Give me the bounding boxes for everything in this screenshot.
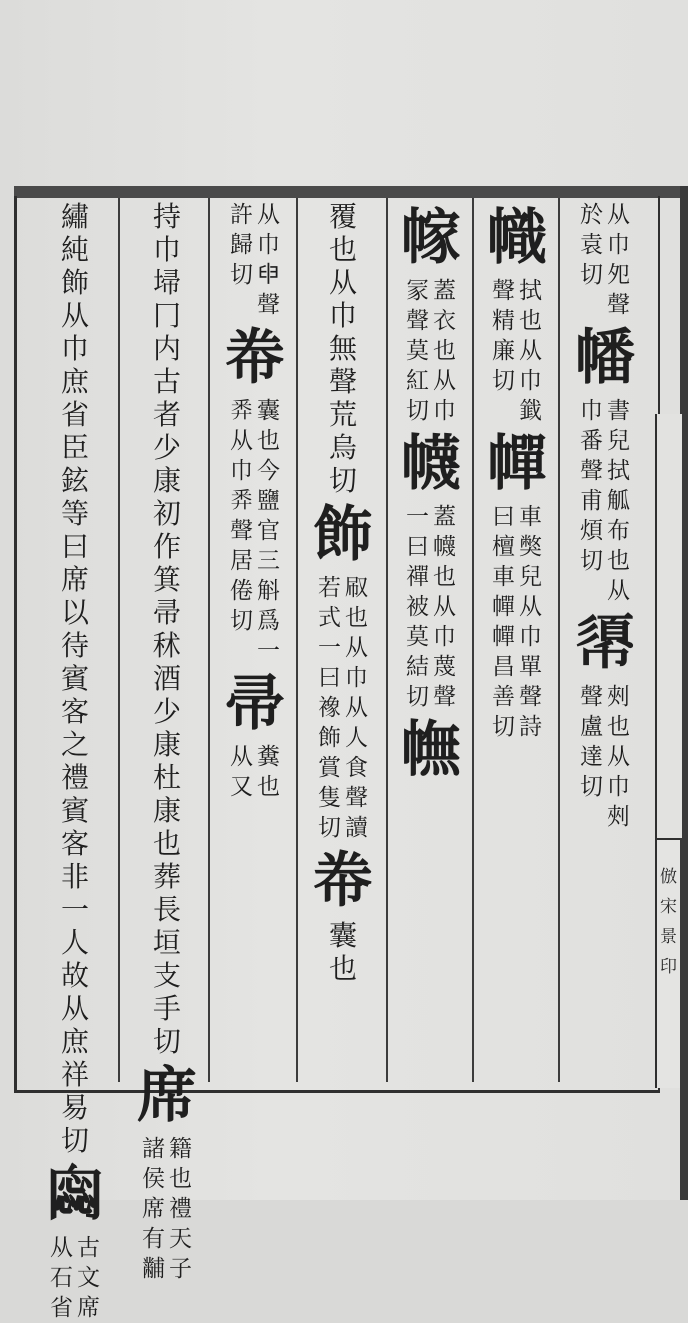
gloss-line	[519, 502, 542, 742]
text-char: 酒	[152, 662, 181, 695]
gloss-char: 今	[257, 458, 280, 484]
gloss-char: 倦	[230, 578, 253, 604]
gloss-char: 古	[77, 1235, 100, 1261]
gloss-annotation	[406, 276, 456, 426]
text-char: 秫	[152, 629, 181, 662]
gloss-char: 獘	[519, 534, 542, 560]
gloss-char: 盧	[580, 714, 603, 740]
gloss-line	[433, 502, 456, 712]
text-char: 易	[60, 1091, 89, 1124]
gloss-char: 文	[77, 1265, 100, 1291]
gloss-char: 蓋	[433, 278, 456, 304]
text-column-2	[476, 200, 558, 1080]
gloss-char: 廉	[492, 338, 515, 364]
gloss-char: 居	[230, 548, 253, 574]
gloss-char: 莫	[406, 624, 429, 650]
text-char: 巾	[152, 233, 181, 266]
gloss-line	[433, 276, 456, 426]
gloss-char: 幝	[492, 624, 515, 650]
gloss-char: 官	[257, 518, 280, 544]
gloss-char: 達	[580, 744, 603, 770]
gloss-char: 从	[50, 1235, 73, 1261]
gloss-char: 巾	[519, 368, 542, 394]
gloss-char: 聲	[607, 292, 630, 318]
main-text	[153, 200, 181, 629]
gloss-char: 也	[257, 774, 280, 800]
gloss-char: 隻	[318, 785, 341, 811]
gloss-char: 石	[50, 1265, 73, 1291]
gloss-char: 从	[257, 202, 280, 228]
gloss-char: 巾	[580, 398, 603, 424]
gloss-char: 莫	[406, 338, 429, 364]
gloss-char: 也	[607, 714, 630, 740]
gloss-line	[519, 276, 542, 426]
text-char: 埽	[152, 266, 181, 299]
gloss-char: 式	[318, 605, 341, 631]
gloss-char: 聲	[492, 278, 515, 304]
gloss-char: 席	[142, 1196, 165, 1222]
gloss-char: 也	[433, 338, 456, 364]
gloss-line	[230, 396, 253, 666]
text-char: 少	[152, 431, 181, 464]
gloss-line	[607, 396, 630, 606]
gloss-line	[77, 1233, 100, 1323]
gloss-line	[345, 573, 368, 843]
text-char: 等	[60, 497, 89, 530]
text-char: 席	[60, 563, 89, 596]
text-char: 鉉	[60, 464, 89, 497]
gloss-char: 巾	[433, 624, 456, 650]
gloss-line	[318, 573, 341, 843]
gloss-char: 切	[318, 815, 341, 841]
gloss-char: 拭	[519, 278, 542, 304]
gloss-char: 甫	[580, 488, 603, 514]
gloss-char: 夗	[607, 262, 630, 288]
gloss-char: 番	[580, 428, 603, 454]
text-char: 一	[60, 893, 89, 926]
gloss-char: 切	[406, 684, 429, 710]
gloss-char: 也	[607, 548, 630, 574]
gloss-char: 巾	[345, 665, 368, 691]
gloss-char: 衣	[433, 308, 456, 334]
gloss-char: 爲	[257, 608, 280, 634]
gloss-char: 檀	[492, 534, 515, 560]
text-char: 也	[152, 827, 181, 860]
gloss-line	[580, 396, 603, 606]
gloss-char: 一	[406, 504, 429, 530]
gloss-line	[257, 200, 280, 320]
text-char: 葬	[152, 860, 181, 893]
text-char: 康	[152, 794, 181, 827]
gloss-annotation	[406, 502, 456, 712]
text-char: 手	[152, 992, 181, 1025]
gloss-char: 車	[492, 564, 515, 590]
gloss-char: 从	[345, 635, 368, 661]
main-text	[329, 919, 357, 985]
gloss-char: 席	[77, 1295, 100, 1321]
main-text	[329, 200, 357, 365]
main-text	[61, 200, 89, 695]
gloss-char: 紅	[406, 368, 429, 394]
gloss-char: 从	[230, 428, 253, 454]
gloss-char: 禮	[169, 1196, 192, 1222]
gloss-char: 切	[492, 714, 515, 740]
text-char: 杜	[152, 761, 181, 794]
seal-script-headword: 幝	[487, 429, 547, 499]
seal-script-headword: 帣	[313, 846, 373, 916]
gloss-char: 切	[580, 774, 603, 800]
gloss-line	[580, 682, 603, 832]
gloss-char: 㓨	[607, 804, 630, 830]
text-char: 庶	[60, 365, 89, 398]
gloss-char: 也	[257, 428, 280, 454]
gloss-char: 蓋	[433, 504, 456, 530]
gloss-line	[492, 276, 515, 426]
gloss-char: 从	[607, 578, 630, 604]
text-char: 初	[152, 497, 181, 530]
gloss-char: 切	[580, 548, 603, 574]
text-char: 冂	[152, 299, 181, 332]
seal-script-headword: 幠	[401, 715, 461, 785]
gloss-char: 聲	[519, 684, 542, 710]
text-char: 無	[328, 332, 357, 365]
text-char: 以	[60, 596, 89, 629]
text-char: 箕	[152, 563, 181, 596]
gloss-char: 聲	[406, 308, 429, 334]
text-char: 之	[60, 728, 89, 761]
gloss-char: 諸	[142, 1136, 165, 1162]
gloss-char: 煩	[580, 518, 603, 544]
gloss-char: 巾	[257, 232, 280, 258]
gloss-char: 許	[230, 202, 253, 228]
gloss-char: 聲	[230, 518, 253, 544]
gloss-char: 子	[169, 1256, 192, 1282]
gloss-char: 結	[406, 654, 429, 680]
text-char: 聲	[328, 365, 357, 398]
text-char: 巾	[60, 332, 89, 365]
text-char: 禮	[60, 761, 89, 794]
gloss-char: 𢍏	[230, 398, 253, 424]
gloss-annotation	[318, 573, 368, 843]
text-column-5	[212, 200, 298, 1080]
gloss-annotation	[230, 200, 280, 320]
gloss-char: 从	[519, 338, 542, 364]
gloss-char: 車	[519, 504, 542, 530]
gloss-line	[50, 1233, 73, 1323]
gloss-char: 巾	[433, 398, 456, 424]
gloss-char: 从	[345, 695, 368, 721]
gloss-annotation	[580, 200, 630, 320]
text-char: 庶	[60, 1025, 89, 1058]
gloss-char: 兒	[607, 428, 630, 454]
seal-script-headword: 幡	[575, 323, 635, 393]
gloss-char: 書	[607, 398, 630, 424]
gloss-char: 从	[519, 594, 542, 620]
colophon-char: 印	[660, 957, 677, 977]
gloss-annotation	[580, 396, 630, 606]
gloss-line	[257, 742, 280, 802]
text-char: 非	[60, 860, 89, 893]
gloss-char: 巾	[607, 232, 630, 258]
text-char: 繡	[60, 200, 89, 233]
gloss-line	[580, 200, 603, 320]
gloss-char: 切	[230, 262, 253, 288]
text-char: 烏	[328, 431, 357, 464]
gloss-char: 聲	[345, 785, 368, 811]
text-char: 帚	[152, 596, 181, 629]
gloss-char: 𢍏	[230, 488, 253, 514]
gloss-char: 幭	[433, 534, 456, 560]
main-text	[61, 695, 89, 1157]
gloss-char: 禪	[406, 564, 429, 590]
gloss-char: 曰	[492, 504, 515, 530]
text-char: 祥	[60, 1058, 89, 1091]
text-column-6	[124, 200, 210, 1282]
gloss-char: 从	[230, 744, 253, 770]
gloss-char: 又	[230, 774, 253, 800]
gloss-char: 賞	[318, 755, 341, 781]
gloss-char: 切	[406, 398, 429, 424]
gloss-line	[607, 682, 630, 832]
gloss-char: 聲	[257, 292, 280, 318]
gloss-line	[257, 396, 280, 666]
gloss-char: 蔑	[433, 654, 456, 680]
text-char: 長	[152, 893, 181, 926]
gloss-line	[406, 276, 429, 426]
text-char: 从	[60, 299, 89, 332]
text-char: 故	[60, 959, 89, 992]
gloss-char: 鹽	[257, 488, 280, 514]
gloss-char: 㕞	[345, 575, 368, 601]
gloss-annotation	[492, 276, 542, 426]
side-margin	[655, 414, 682, 838]
text-char: 客	[60, 827, 89, 860]
text-char: 賓	[60, 794, 89, 827]
gloss-char: 也	[169, 1166, 192, 1192]
gloss-char: 省	[50, 1295, 73, 1321]
text-char: 从	[328, 266, 357, 299]
gloss-char: 黼	[142, 1256, 165, 1282]
text-char: 切	[152, 1025, 181, 1058]
seal-script-headword: 帣	[225, 323, 285, 393]
gloss-line	[230, 200, 253, 320]
text-char: 作	[152, 530, 181, 563]
seal-script-headword: 幭	[401, 429, 461, 499]
text-char: 賓	[60, 662, 89, 695]
gloss-char: 也	[345, 605, 368, 631]
gloss-char: 囊	[257, 398, 280, 424]
text-char: 待	[60, 629, 89, 662]
gloss-char: 有	[142, 1226, 165, 1252]
gloss-char: 詩	[519, 714, 542, 740]
seal-script-headword: 幟	[487, 203, 547, 273]
gloss-char: 幝	[492, 594, 515, 620]
text-char: 少	[152, 695, 181, 728]
seal-script-headword: 𠕫	[45, 1160, 105, 1230]
gloss-char: 曰	[406, 534, 429, 560]
gloss-char: 巾	[519, 624, 542, 650]
colophon-char: 倣	[660, 867, 677, 887]
gloss-char: 巾	[607, 774, 630, 800]
gloss-char: 一	[257, 638, 280, 664]
gloss-char: 从	[433, 594, 456, 620]
gloss-char: 聲	[580, 684, 603, 710]
text-char: 古	[152, 365, 181, 398]
text-char: 康	[152, 464, 181, 497]
text-char: 巾	[328, 299, 357, 332]
gloss-line	[230, 742, 253, 802]
seal-script-headword: 席	[137, 1061, 197, 1131]
colophon-char: 景	[660, 927, 677, 947]
gloss-annotation	[230, 396, 280, 666]
text-char: 康	[152, 728, 181, 761]
gloss-char: 聲	[580, 458, 603, 484]
gloss-char: 聲	[433, 684, 456, 710]
gloss-char: 巾	[230, 458, 253, 484]
gloss-char: 袁	[580, 232, 603, 258]
text-char: 切	[60, 1124, 89, 1157]
text-column-7	[30, 200, 120, 1321]
gloss-char: 糞	[257, 744, 280, 770]
seal-script-headword: 帚	[225, 669, 285, 739]
gloss-char: 曰	[318, 665, 341, 691]
text-column-3	[388, 200, 474, 1080]
text-column-1	[560, 200, 650, 1080]
gloss-annotation	[580, 682, 630, 832]
gloss-char: 布	[607, 518, 630, 544]
gloss-char: 於	[580, 202, 603, 228]
gloss-line	[492, 502, 515, 742]
gloss-char: 侯	[142, 1166, 165, 1192]
gloss-char: 人	[345, 725, 368, 751]
gloss-char: 切	[580, 262, 603, 288]
gloss-char: 拭	[607, 458, 630, 484]
gloss-char: 斛	[257, 578, 280, 604]
text-char: 臣	[60, 431, 89, 464]
text-char: 曰	[60, 530, 89, 563]
seal-script-headword: 𢄼	[575, 609, 635, 679]
gloss-annotation	[50, 1233, 100, 1323]
colophon-char: 宋	[660, 897, 677, 917]
main-text	[329, 365, 357, 497]
gloss-char: 切	[492, 368, 515, 394]
gloss-char: 精	[492, 308, 515, 334]
text-column-4	[300, 200, 386, 1080]
gloss-char: 天	[169, 1226, 192, 1252]
text-char: 也	[328, 233, 357, 266]
gloss-annotation	[142, 1134, 192, 1284]
gloss-char: 韱	[519, 398, 542, 424]
text-char: 也	[328, 952, 357, 985]
gloss-char: 觚	[607, 488, 630, 514]
gloss-char: 也	[433, 564, 456, 590]
gloss-char: 善	[492, 684, 515, 710]
text-char: 純	[60, 233, 89, 266]
text-char: 垣	[152, 926, 181, 959]
gloss-char: 兒	[519, 564, 542, 590]
gloss-annotation	[492, 502, 542, 742]
text-char: 客	[60, 695, 89, 728]
gloss-line	[607, 200, 630, 320]
gloss-char: 食	[345, 755, 368, 781]
gloss-char: 𦥔	[257, 262, 280, 288]
seal-script-headword: 幏	[401, 203, 461, 273]
colophon	[655, 838, 680, 1088]
text-char: 囊	[328, 919, 357, 952]
text-char: 覆	[328, 200, 357, 233]
gloss-line	[406, 502, 429, 712]
gloss-char: 㓨	[607, 684, 630, 710]
text-char: 荒	[328, 398, 357, 431]
gloss-char: 襐	[318, 695, 341, 721]
gloss-char: 也	[519, 308, 542, 334]
gloss-char: 切	[230, 608, 253, 634]
gloss-char: 昌	[492, 654, 515, 680]
text-char: 持	[152, 200, 181, 233]
gloss-char: 被	[406, 594, 429, 620]
gloss-annotation	[230, 742, 280, 802]
text-char: 切	[328, 464, 357, 497]
gloss-char: 从	[433, 368, 456, 394]
gloss-char: 歸	[230, 232, 253, 258]
text-char: 人	[60, 926, 89, 959]
gloss-char: 冡	[406, 278, 429, 304]
gloss-line	[169, 1134, 192, 1284]
gloss-char: 从	[607, 202, 630, 228]
gloss-char: 三	[257, 548, 280, 574]
gloss-char: 若	[318, 575, 341, 601]
text-char: 内	[152, 332, 181, 365]
gloss-char: 讀	[345, 815, 368, 841]
seal-script-headword: 飾	[313, 500, 373, 570]
gloss-char: 从	[607, 744, 630, 770]
gloss-char: 飾	[318, 725, 341, 751]
text-char: 从	[60, 992, 89, 1025]
gloss-char: 單	[519, 654, 542, 680]
gloss-char: 一	[318, 635, 341, 661]
text-char: 者	[152, 398, 181, 431]
gloss-line	[142, 1134, 165, 1284]
main-text	[153, 629, 181, 1058]
text-char: 省	[60, 398, 89, 431]
text-char: 支	[152, 959, 181, 992]
gloss-char: 籍	[169, 1136, 192, 1162]
text-char: 飾	[60, 266, 89, 299]
